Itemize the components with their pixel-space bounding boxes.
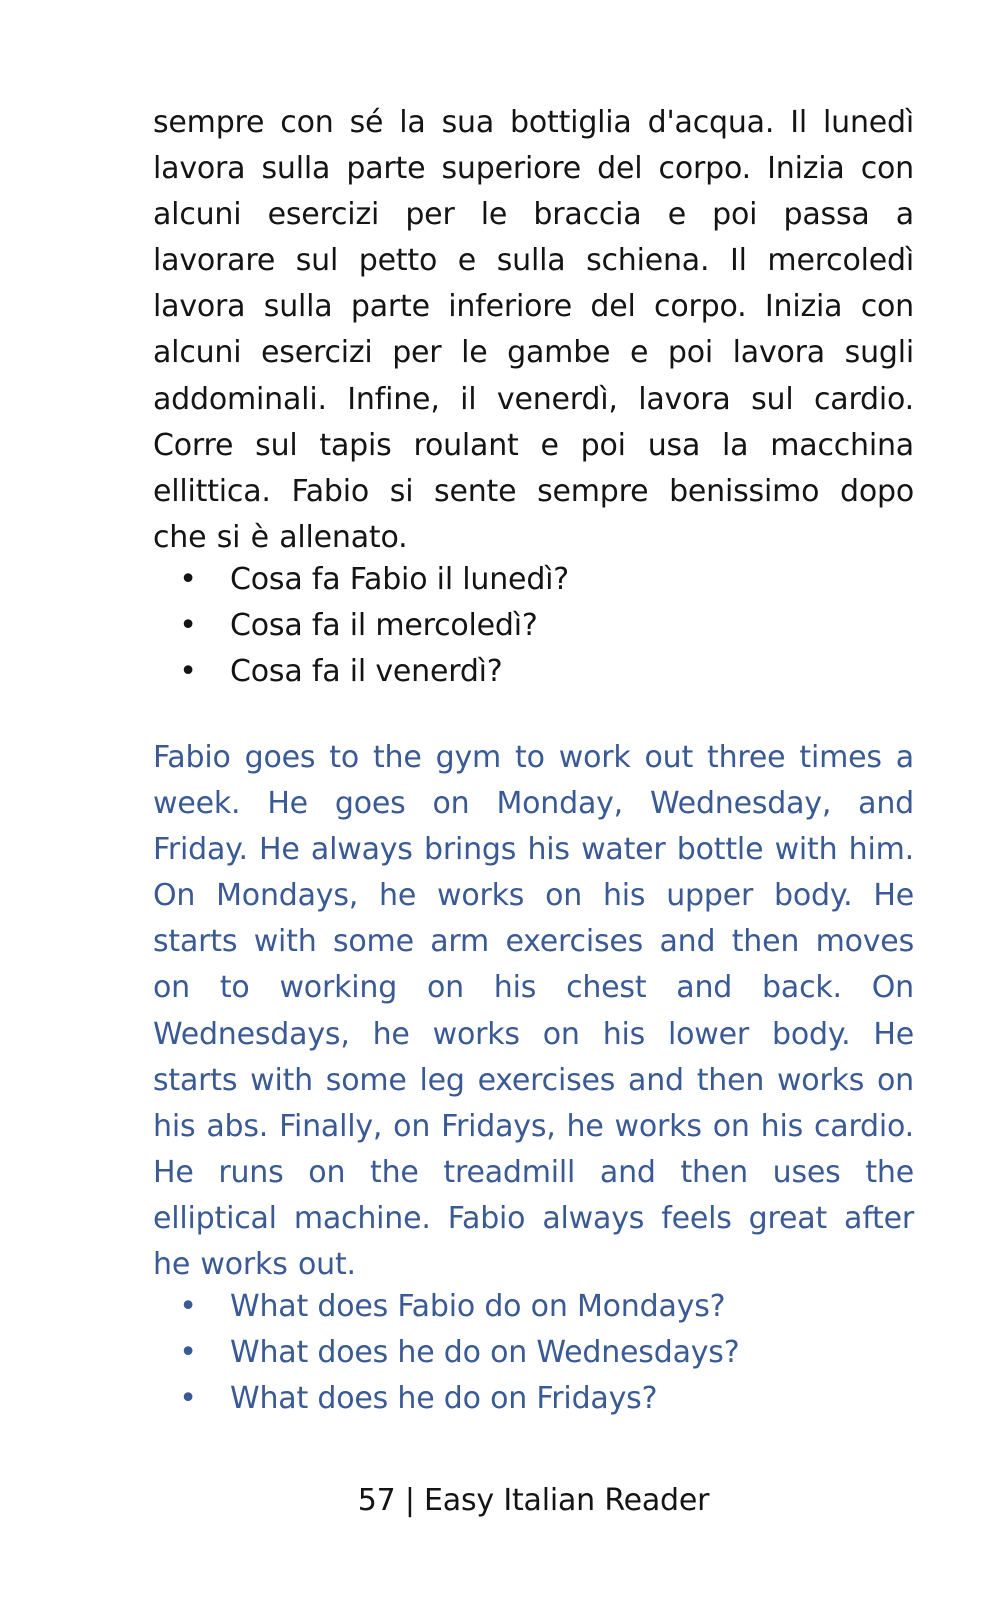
question-text: What does he do on Wednesdays? (230, 1335, 740, 1371)
question-text: Cosa fa il mercoledì? (230, 608, 538, 644)
italian-question-list (153, 557, 914, 695)
bullet-icon: • (179, 562, 197, 597)
bullet-icon: • (179, 1335, 197, 1371)
question-text: What does he do on Fridays? (230, 1381, 658, 1417)
question-text: Cosa fa Fabio il lunedì? (230, 562, 570, 597)
english-question-list (153, 1284, 914, 1422)
list-item (153, 1284, 914, 1330)
italian-paragraph: sempre con sé la sua bottiglia d'acqua. Il lunedì lavora sulla parte superiore del corpo. Inizia con alcuni esercizi per le braccia e poi passa a lavorare sul petto e sulla schiena. Il mercoledì lavora sulla parte inferiore del corpo. Inizia con alcuni esercizi per le gambe e poi lavora sugli addominali. Infine, il venerdì, lavora sul cardio. Corre sul tapis roulant e poi usa la macchina ellittica. Fabio si sente sempre benissimo dopo che si è allenato. (153, 105, 914, 555)
list-item (153, 557, 914, 603)
list-item (153, 1376, 914, 1422)
bullet-icon: • (179, 1381, 197, 1417)
list-item (153, 1330, 914, 1376)
page-footer: 57 | Easy Italian Reader (357, 1483, 710, 1518)
list-item (153, 649, 914, 695)
list-item (153, 603, 914, 649)
question-text: Cosa fa il venerdì? (230, 654, 503, 690)
english-paragraph: Fabio goes to the gym to work out three times a week. He goes on Monday, Wednesday, and Friday. He always brings his water bottle with him. On Mondays, he works on his upper body. He starts with some arm exercises and then moves on to working on his chest and back. On Wednesdays, he works on his lower body. He starts with some leg exercises and then works on his abs. Finally, on Fridays, he works on his cardio. He runs on the treadmill and then uses the elliptical machine. Fabio always feels great after he works out. (153, 740, 914, 1283)
bullet-icon: • (179, 608, 197, 644)
question-text: What does Fabio do on Mondays? (230, 1289, 726, 1324)
bullet-icon: • (179, 654, 197, 690)
bullet-icon: • (179, 1289, 197, 1324)
